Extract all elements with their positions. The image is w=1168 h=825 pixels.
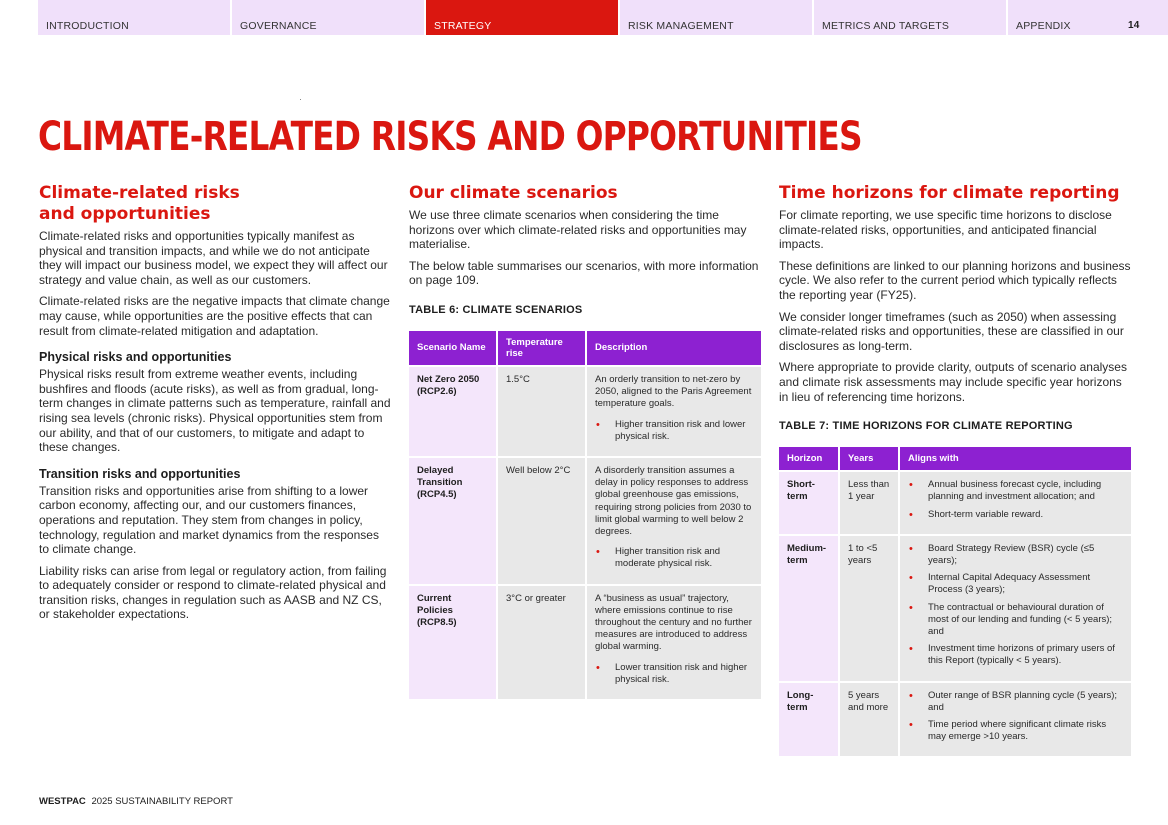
paragraph: Physical risks result from extreme weather events, including bushfires and floods (acute risks), as well as from gradual, long-term changes in climate patterns such as temperature, rainfall and rising sea levels (chronic risks). Physical opportunities stem from our ability, and that of our customers, to mitigate and adapt to these changes.: [39, 367, 391, 455]
table-7-label: TABLE 7: TIME HORIZONS FOR CLIMATE REPORTING: [779, 420, 1073, 433]
list-item: • Internal Capital Adequacy Assessment Process (3 years);: [908, 572, 1123, 596]
nav-tab-strategy[interactable]: STRATEGY: [426, 0, 618, 35]
horizon-years: 1 to <5 years: [840, 536, 898, 681]
column-header: Aligns with: [900, 447, 1131, 470]
bullet-list: [908, 543, 1123, 668]
paragraph: We use three climate scenarios when considering the time horizons over which climate-related risks and opportunities may materialise.: [409, 208, 747, 252]
horizon-name: Long-term: [779, 683, 838, 757]
table-row: [409, 458, 761, 584]
list-item: • Higher transition risk and moderate physical risk.: [595, 546, 753, 570]
paragraph: Climate-related risks are the negative impacts that climate change may cause, while opportunities are the positive effects that can result from climate-related mitigation and adaptation.: [39, 294, 390, 338]
scenario-name: Current Policies (RCP8.5): [409, 586, 496, 699]
horizon-name: Short-term: [779, 472, 838, 534]
list-item: • Higher transition risk and lower physical risk.: [595, 419, 753, 443]
paragraph: We consider longer timeframes (such as 2050) when assessing climate-related risks and opportunities, these are classified in our disclosures as long-term.: [779, 309, 1124, 353]
table-6-label: TABLE 6: CLIMATE SCENARIOS: [409, 303, 583, 316]
aligns-with: [900, 472, 1131, 534]
table-header-row: [779, 447, 1131, 470]
aligns-with: [900, 536, 1131, 681]
list-item: • Annual business forecast cycle, including planning and investment allocation; and: [908, 479, 1123, 503]
column-header: Temperature rise: [498, 331, 585, 365]
stray-dot: [300, 99, 301, 100]
section-heading-time-horizons: Time horizons for climate reporting: [779, 183, 1120, 203]
column-time-horizons: [779, 183, 1131, 758]
nav-tab-metrics-and-targets[interactable]: METRICS AND TARGETS: [814, 0, 1006, 35]
section-heading-scenarios: Our climate scenarios: [409, 183, 618, 203]
paragraph: Transition risks and opportunities arise from shifting to a lower carbon economy, affecting our, and our customers finances, operations and reputation. They stem from changes in policy, technology, regulation and market dynamics from the responses to climate change.: [39, 483, 379, 557]
footer-brand: WESTPAC: [39, 796, 86, 807]
paragraph: These definitions are linked to our planning horizons and business cycle. We also refer to the current period which typically reflects the reporting year (FY25).: [779, 258, 1131, 302]
temperature-rise: 1.5°C: [498, 367, 585, 456]
nav-tab-appendix[interactable]: [1008, 0, 1168, 35]
list-item: • Board Strategy Review (BSR) cycle (≤5 years);: [908, 543, 1123, 567]
list-item: • Outer range of BSR planning cycle (5 years); and: [908, 690, 1123, 714]
scenario-name: Net Zero 2050 (RCP2.6): [409, 367, 496, 456]
table-row: [409, 367, 761, 456]
scenario-description: [587, 586, 761, 699]
subheading-transition-risks: Transition risks and opportunities: [39, 466, 241, 481]
list-item: • The contractual or behavioural duration of most of our lending and funding (< 5 years); and: [908, 602, 1123, 639]
bullet-list: [908, 479, 1123, 521]
table-header-row: [409, 331, 761, 365]
nav-tab-appendix-label: APPENDIX: [1016, 20, 1071, 32]
page-number: 14: [1128, 20, 1140, 31]
climate-scenarios-table: [407, 329, 763, 701]
description-text: An orderly transition to net-zero by 2050, aligned to the Paris Agreement temperature goals.: [595, 373, 752, 410]
horizon-name: Medium-term: [779, 536, 838, 681]
list-item: • Lower transition risk and higher physical risk.: [595, 662, 753, 686]
list-item: • Time period where significant climate risks may emerge >10 years.: [908, 719, 1123, 743]
aligns-with: [900, 683, 1131, 757]
column-header: Description: [587, 331, 761, 365]
list-item: • Short-term variable reward.: [908, 509, 1123, 521]
column-climate-scenarios: [409, 183, 761, 701]
scenario-name: Delayed Transition (RCP4.5): [409, 458, 496, 584]
column-header: Scenario Name: [409, 331, 496, 365]
paragraph: The below table summarises our scenarios, with more information on page 109.: [409, 258, 759, 288]
column-header: Horizon: [779, 447, 838, 470]
section-heading-line-2: and opportunities: [39, 204, 211, 224]
table-row: [779, 472, 1131, 534]
scenario-description: [587, 458, 761, 584]
nav-tab-risk-management[interactable]: RISK MANAGEMENT: [620, 0, 812, 35]
list-item: • Investment time horizons of primary users of this Report (typically < 5 years).: [908, 643, 1123, 667]
subheading-physical-risks: Physical risks and opportunities: [39, 350, 232, 365]
horizon-years: Less than 1 year: [840, 472, 898, 534]
horizon-years: 5 years and more: [840, 683, 898, 757]
column-header: Years: [840, 447, 898, 470]
paragraph: Climate-related risks and opportunities typically manifest as physical and transition impacts, and while we do not anticipate they will impact our business model, we expect they will affect our strategy and value chain, as well as our customers.: [39, 229, 388, 287]
table-row: [779, 683, 1131, 757]
description-text: A “business as usual” trajectory, where emissions continue to rise throughout the century and no further measures are introduced to address global warming.: [595, 592, 752, 653]
footer-report-name: 2025 SUSTAINABILITY REPORT: [91, 796, 233, 807]
paragraph: Where appropriate to provide clarity, outputs of scenario analyses and climate risk assessments may include specific year horizons in lieu of referencing time horizons.: [779, 360, 1127, 404]
nav-tab-governance[interactable]: GOVERNANCE: [232, 0, 424, 35]
column-risks-opportunities: [39, 183, 391, 629]
table-row: [779, 536, 1131, 681]
temperature-rise: 3°C or greater: [498, 586, 585, 699]
section-heading-risks: [39, 183, 391, 225]
bullet-list: [908, 690, 1123, 744]
description-text: A disorderly transition assumes a delay in policy responses to address global greenhouse gas emissions, requiring strong policies from 2030 to limit global warming to well below 2 degrees.: [595, 464, 752, 537]
scenario-description: [587, 367, 761, 456]
bullet-list: [595, 546, 753, 570]
page-title: CLIMATE-RELATED RISKS AND OPPORTUNITIES: [38, 114, 862, 160]
top-navigation: [38, 0, 1168, 35]
footer: [39, 796, 233, 807]
bullet-list: [595, 419, 753, 443]
paragraph: Liability risks can arise from legal or regulatory action, from failing to adequately consider or respond to climate-related physical and transition risks, changes in regulation such as AASB and NZ CS, or stakeholder expectations.: [39, 563, 387, 622]
nav-tab-introduction[interactable]: INTRODUCTION: [38, 0, 230, 35]
time-horizons-table: [777, 445, 1133, 758]
paragraph: For climate reporting, we use specific time horizons to disclose climate-related risks, opportunities, and anticipated financial impacts.: [779, 208, 1112, 252]
temperature-rise: Well below 2°C: [498, 458, 585, 584]
section-heading-line-1: Climate-related risks: [39, 183, 240, 203]
bullet-list: [595, 662, 753, 686]
table-row: [409, 586, 761, 699]
